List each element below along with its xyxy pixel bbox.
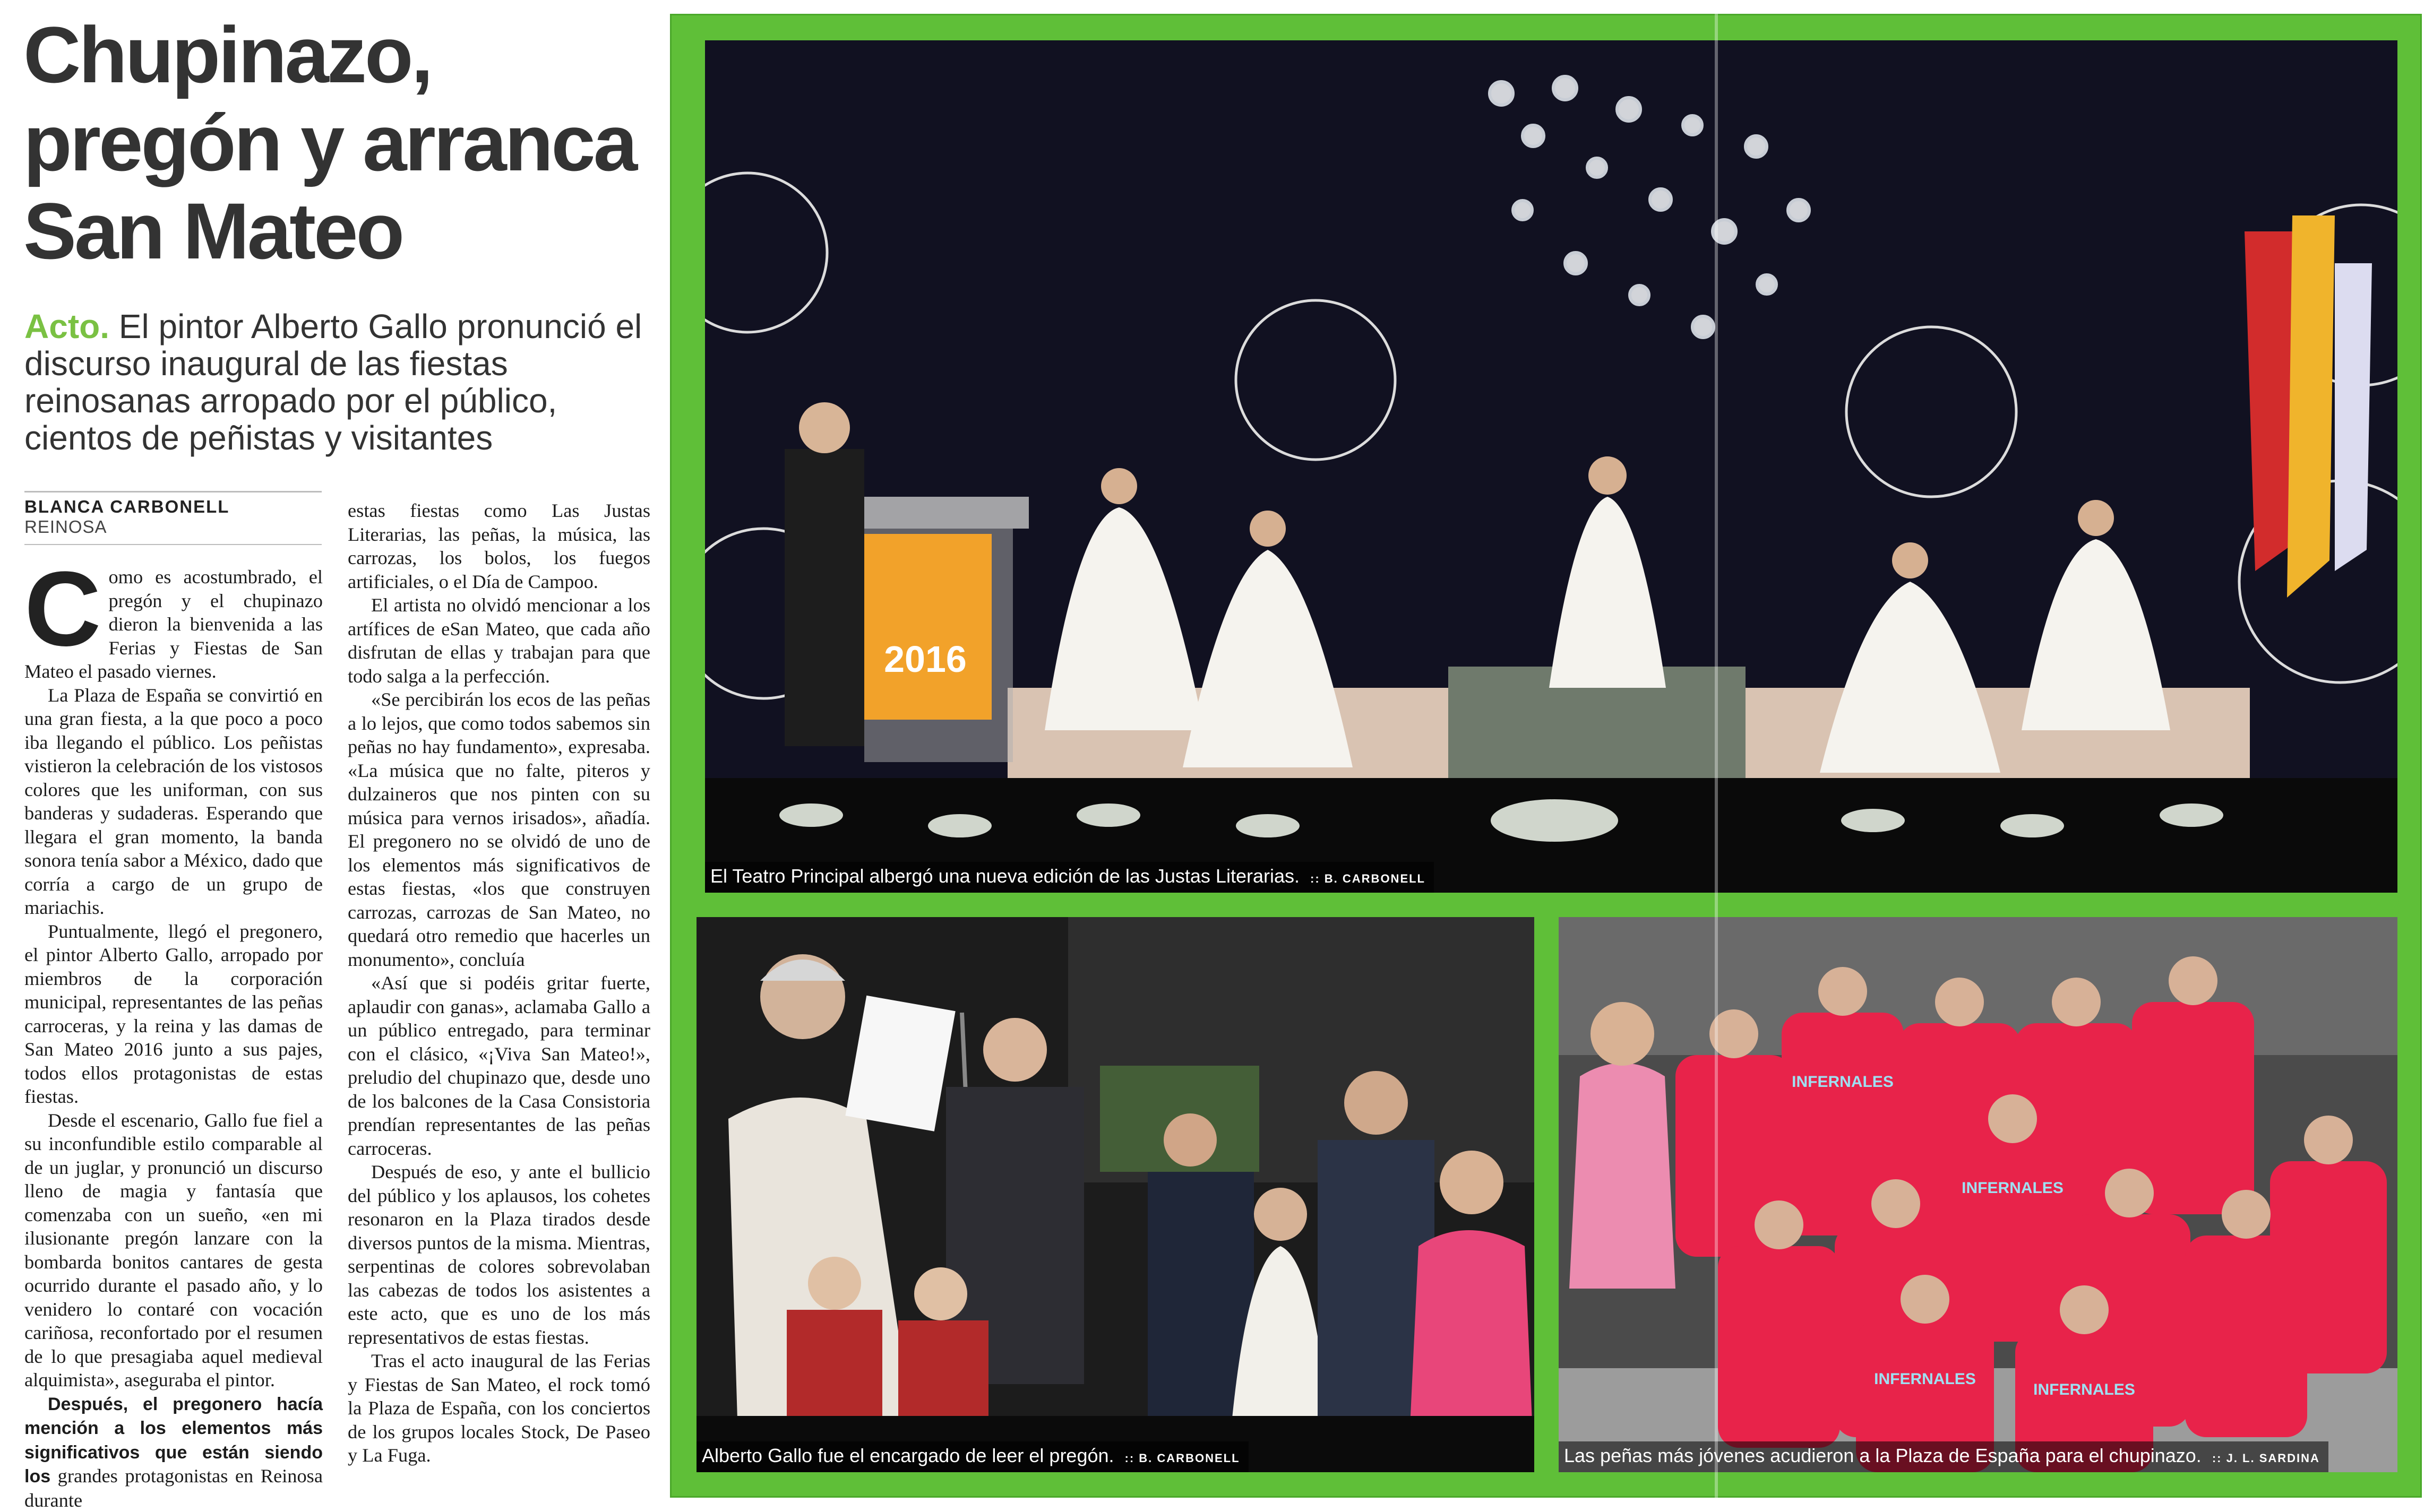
young-penas-illustration xyxy=(1559,917,2397,1472)
headline xyxy=(23,11,660,275)
paragraph xyxy=(24,1392,323,1512)
theatre-stage-illustration xyxy=(705,40,2397,893)
photo-caption xyxy=(705,862,1434,893)
photo-credit: :: B. CARBONELL xyxy=(1310,872,1425,885)
article-column-2 xyxy=(348,499,650,1467)
paragraph-tail: grandes protagonistas en Reinosa durante xyxy=(24,1465,323,1511)
photo-credit: :: J. L. SARDINA xyxy=(2212,1451,2320,1465)
photo-young-penas xyxy=(1559,917,2397,1472)
byline-rule-bottom xyxy=(24,544,322,545)
paragraph: El artista no olvidó mencionar a los artífices de eSan Mateo, que cada año disfrutan de ellas y trabajan para que todo salga a la perfección. xyxy=(348,593,650,688)
caption-text: Alberto Gallo fue el encargado de leer el pregón. xyxy=(702,1445,1114,1466)
paragraph: Después de eso, y ante el bullicio del público y los aplausos, los cohetes resonaron en la Plaza tirados desde diversos puntos de la misma. Mientras, serpentinas de colores sobrevolaban las cabezas de todos los asistentes a este acto, que es uno de los más representativos de estas fiestas. xyxy=(348,1160,650,1349)
caption-text: Las peñas más jóvenes acudieron a la Plaza de España para el chupinazo. xyxy=(1564,1445,2202,1466)
paragraph: estas fiestas como Las Justas Literarias, las peñas, la música, las carrozas, los bolos, los fuegos artificiales, o el Día de Campoo. xyxy=(348,499,650,593)
photo-caption xyxy=(697,1441,1249,1472)
photo-theatre-stage xyxy=(705,40,2397,893)
headline-line-1: Chupinazo, xyxy=(23,11,660,99)
page-fold xyxy=(1715,14,1718,1498)
paragraph: omo es acostumbrado, el pregón y el chupinazo dieron la bienvenida a las Ferias y Fiestas de San Mateo el pasado viernes. xyxy=(24,565,323,684)
byline xyxy=(24,497,322,537)
hoodie-print-text: INFERNALES xyxy=(1962,1179,2064,1197)
pregon-illustration xyxy=(697,917,1534,1472)
drop-cap: C xyxy=(24,569,101,649)
hoodie-print-text: INFERNALES xyxy=(1792,1073,1894,1091)
paragraph: «Así que si podéis gritar fuerte, aplaudir con ganas», aclamaba Gallo a un público entregado, para terminar con el clásico, «¡Viva San Mateo!», preludio del chupinazo que, desde uno de los balcones de la Casa Consistoria prendían representantes de las peñas carroceras. xyxy=(348,971,650,1160)
deck-text: El pintor Alberto Gallo pronunció el discurso inaugural de las fiestas reinosanas arropado por el público, cientos de peñistas y visitantes xyxy=(24,307,642,457)
byline-rule xyxy=(24,491,322,493)
photo-caption xyxy=(1559,1441,2328,1472)
hoodie-print-text: INFERNALES xyxy=(2033,1381,2135,1398)
headline-line-3: San Mateo xyxy=(23,187,660,275)
poster-text: 2016 xyxy=(884,638,967,680)
paragraph: «Se percibirán los ecos de las peñas a lo lejos, que como todos sabemos sin peñas no hay fundamento», expresaba. «La música que no falte, piteros y dulzaineros que nos pinten con su música para vernos irisados», añadía. El pregonero no se olvidó de uno de los elementos más significativos de estas fiestas, «los que construyen carrozas, carrozas de San Mateo, no quedará otro remedio que hacerles un monumento», concluía xyxy=(348,688,650,971)
byline-author: BLANCA CARBONELL xyxy=(24,497,322,517)
photo-credit: :: B. CARBONELL xyxy=(1125,1451,1240,1465)
paragraph: Tras el acto inaugural de las Ferias y Fiestas de San Mateo, el rock tomó la Plaza de España, con los conciertos de los grupos locales Stock, De Paseo y La Fuga. xyxy=(348,1349,650,1467)
deck-kicker: Acto. xyxy=(24,307,109,345)
headline-line-2: pregón y arranca xyxy=(23,99,660,187)
paragraph: Desde el escenario, Gallo fue fiel a su inconfundible estilo comparable al de un juglar, y pronunció un discurso lleno de magia y fantasía que comenzaba con un sueño, «en mi ilusionante pregón lanzare con la bombarda bonitos cantares de gesta ocurrido durante el pasado año, y lo venidero lo contaré con vocación cariñosa, reconfortado por el resumen de lo que presagiaba aquel medieval alquimista», aseguraba el pintor. xyxy=(24,1109,323,1392)
photo-pregon-reading xyxy=(697,917,1534,1472)
article-column-1 xyxy=(24,565,323,1512)
paragraph: Puntualmente, llegó el pregonero, el pintor Alberto Gallo, arropado por miembros de la corporación municipal, representantes de las peñas carroceras, y la reina y las damas de San Mateo 2016 junto a sus pajes, todos ellos protagonistas de estas fiestas. xyxy=(24,920,323,1109)
deck xyxy=(24,308,651,456)
hoodie-print-text: INFERNALES xyxy=(1874,1370,1976,1388)
caption-text: El Teatro Principal albergó una nueva edición de las Justas Literarias. xyxy=(710,865,1300,887)
paragraph: La Plaza de España se convirtió en una gran fiesta, a la que poco a poco iba llegando el público. Los peñistas vistieron la celebración de los vistosos colores que les uniforman, con sus banderas y sudaderas. Esperando que llegara el gran momento, la banda sonora tenía sabor a México, dado que corría a cargo de un grupo de mariachis. xyxy=(24,684,323,920)
byline-location: REINOSA xyxy=(24,517,322,537)
bold-lead-text: Después, el pregonero hacía mención a los elementos más significativos que están siendo los xyxy=(24,1394,323,1487)
